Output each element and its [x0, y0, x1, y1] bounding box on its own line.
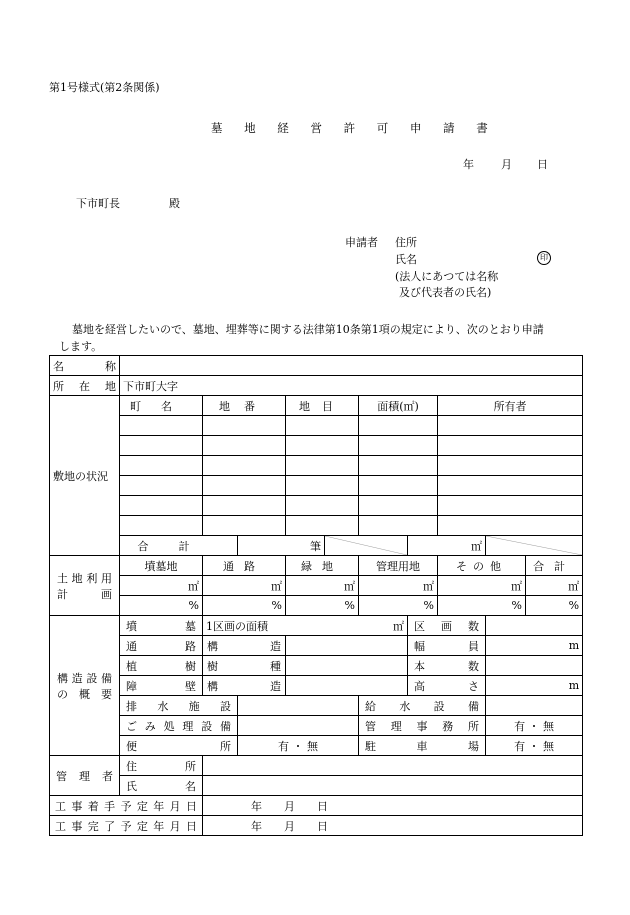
intro-line-1: 墓地を経営したいので、墓地、埋葬等に関する法律第10条第1項の規定により、次のとおり申請 [72, 323, 544, 336]
land-use-percent[interactable]: % [203, 596, 286, 616]
land-use-area[interactable]: ㎡ [438, 576, 526, 596]
site-header-lot: 地番 [203, 396, 286, 416]
name-label: 名称 [50, 356, 120, 376]
site-cell[interactable] [359, 496, 438, 516]
structure-office-label: 管理事務所 [359, 716, 486, 736]
site-cell[interactable] [286, 416, 359, 436]
site-total-area-unit: ㎡ [471, 539, 482, 553]
site-header-owner: 所有者 [438, 396, 583, 416]
plot-area-label: 1区画の面積 [206, 619, 268, 633]
site-total-unit: 筆 [310, 539, 321, 553]
land-use-area[interactable]: ㎡ [203, 576, 286, 596]
site-cell[interactable] [286, 436, 359, 456]
site-row [50, 456, 583, 476]
applicant-note-2: 及び代表者の氏名) [399, 286, 492, 299]
land-use-area[interactable]: ㎡ [120, 576, 203, 596]
site-row [50, 496, 583, 516]
applicant-label: 申請者 [345, 236, 378, 249]
structure-species-label: 樹種 [203, 656, 286, 676]
structure-plot-area[interactable] [203, 616, 408, 636]
location-label: 所在地 [50, 376, 120, 396]
site-cell[interactable] [438, 456, 583, 476]
structure-tomb: 墳墓 [120, 616, 203, 636]
site-cell[interactable] [286, 456, 359, 476]
land-use-area[interactable]: ㎡ [526, 576, 583, 596]
manager-address[interactable] [203, 756, 583, 776]
structure-plot-count[interactable] [486, 616, 583, 636]
start-year: 年 [251, 799, 262, 813]
structure-toilet-row [50, 736, 583, 756]
site-cell[interactable] [286, 516, 359, 536]
site-total-label: 合計 [120, 536, 238, 556]
site-cell[interactable] [203, 496, 286, 516]
site-total-row [50, 536, 583, 556]
site-cell[interactable] [359, 436, 438, 456]
end-date[interactable] [203, 816, 583, 836]
land-use-percent[interactable]: % [526, 596, 583, 616]
location-field[interactable]: 下市町大字 [120, 376, 583, 396]
structure-toilet-label: 便所 [120, 736, 238, 756]
location-row [50, 376, 583, 396]
applicant-note-1: (法人にあつては名称 [395, 270, 499, 283]
manager-label: 管理者 [50, 756, 120, 796]
structure-plot-count-label: 区画数 [408, 616, 486, 636]
site-cell[interactable] [120, 476, 203, 496]
structure-garbage-row [50, 716, 583, 736]
name-row [50, 356, 583, 376]
land-use-percent[interactable]: % [438, 596, 526, 616]
site-row [50, 476, 583, 496]
land-use-label: 土地利用 計画 [50, 556, 120, 616]
land-use-header-tomb: 墳墓地 [120, 556, 203, 576]
application-table [49, 355, 583, 836]
plot-area-unit: ㎡ [393, 619, 404, 633]
site-cell[interactable] [359, 416, 438, 436]
date-year: 年 [463, 158, 474, 171]
site-cell[interactable] [203, 516, 286, 536]
land-use-percent-row [50, 596, 583, 616]
site-cell[interactable] [203, 436, 286, 456]
name-field[interactable] [120, 356, 583, 376]
land-use-header-green: 緑地 [286, 556, 359, 576]
site-cell[interactable] [203, 456, 286, 476]
land-use-header-management: 管理用地 [359, 556, 438, 576]
site-header-row [50, 396, 583, 416]
structure-path-structure[interactable] [286, 636, 408, 656]
structure-path: 通路 [120, 636, 203, 656]
manager-address-row [50, 756, 583, 776]
site-total-area[interactable] [408, 536, 486, 556]
land-use-area[interactable]: ㎡ [359, 576, 438, 596]
site-cell[interactable] [359, 456, 438, 476]
structure-water[interactable] [486, 696, 583, 716]
site-cell[interactable] [438, 416, 583, 436]
date-month: 月 [501, 158, 512, 171]
applicant-address-label: 住所 [395, 236, 417, 249]
site-row [50, 436, 583, 456]
structure-parking-label: 駐車場 [359, 736, 486, 756]
site-cell[interactable] [120, 456, 203, 476]
structure-tree-count[interactable] [486, 656, 583, 676]
land-use-area-row [50, 576, 583, 596]
site-total-count[interactable] [238, 536, 325, 556]
form-number: 第1号様式(第2条関係) [49, 81, 160, 94]
start-date-row [50, 796, 583, 816]
seal-icon: 印 [537, 250, 551, 265]
manager-name-row [50, 776, 583, 796]
manager-name[interactable] [203, 776, 583, 796]
structure-parking-yes-no[interactable]: 有 ・ 無 [486, 736, 583, 756]
structure-planting: 植樹 [120, 656, 203, 676]
site-header-area: 面積(㎡) [359, 396, 438, 416]
site-cell[interactable] [438, 476, 583, 496]
land-use-header-total: 合計 [526, 556, 583, 576]
structure-wall-structure[interactable] [286, 676, 408, 696]
end-date-label: 工事完了予定年月日 [50, 816, 203, 836]
structure-width[interactable]: m [486, 636, 583, 656]
land-use-header-other: その他 [438, 556, 526, 576]
intro-line-2: します。 [59, 340, 103, 353]
site-cell[interactable] [120, 516, 203, 536]
site-header-town: 町名 [120, 396, 203, 416]
structure-toilet-yes-no[interactable]: 有 ・ 無 [238, 736, 359, 756]
site-cell[interactable] [120, 416, 203, 436]
end-year: 年 [251, 819, 262, 833]
site-cell[interactable] [438, 516, 583, 536]
structure-width-label: 幅員 [408, 636, 486, 656]
structure-tree-count-label: 本数 [408, 656, 486, 676]
site-cell[interactable] [203, 476, 286, 496]
site-cell[interactable] [438, 436, 583, 456]
land-use-percent[interactable]: % [286, 596, 359, 616]
manager-address-label: 住所 [120, 756, 203, 776]
structure-label: 構造設備 の概要 [50, 616, 120, 756]
site-cell[interactable] [120, 496, 203, 516]
structure-species[interactable] [286, 656, 408, 676]
site-cell[interactable] [120, 436, 203, 456]
end-day: 日 [317, 819, 328, 833]
structure-height[interactable]: m [486, 676, 583, 696]
land-use-percent[interactable]: % [120, 596, 203, 616]
land-use-header-row [50, 556, 583, 576]
applicant-name-label: 氏名 [395, 253, 417, 266]
site-cell[interactable] [203, 416, 286, 436]
site-total-category-diagonal [325, 536, 408, 556]
site-total-owner-diagonal [486, 536, 583, 556]
structure-height-label: 高さ [408, 676, 486, 696]
end-month: 月 [284, 819, 295, 833]
site-header-category: 地目 [286, 396, 359, 416]
structure-office-yes-no[interactable]: 有 ・ 無 [486, 716, 583, 736]
site-cell[interactable] [359, 516, 438, 536]
end-date-row [50, 816, 583, 836]
honorific: 殿 [169, 197, 180, 210]
structure-tomb-row [50, 616, 583, 636]
site-label: 敷地の状況 [50, 396, 120, 556]
start-date[interactable] [203, 796, 583, 816]
addressee: 下市町長 [76, 197, 120, 210]
structure-wall: 障壁 [120, 676, 203, 696]
site-row [50, 416, 583, 436]
date-day: 日 [537, 158, 548, 171]
site-cell[interactable] [286, 476, 359, 496]
structure-garbage[interactable] [238, 716, 359, 736]
start-month: 月 [284, 799, 295, 813]
land-use-area[interactable]: ㎡ [286, 576, 359, 596]
form-title: 墓 地 経 営 許 可 申 請 書 [211, 121, 497, 135]
start-day: 日 [317, 799, 328, 813]
site-cell[interactable] [438, 496, 583, 516]
structure-drainage-label: 排水施設 [120, 696, 238, 716]
structure-garbage-label: ごみ処理設備 [120, 716, 238, 736]
structure-planting-row [50, 656, 583, 676]
land-use-percent[interactable]: % [359, 596, 438, 616]
manager-name-label: 氏名 [120, 776, 203, 796]
structure-water-label: 給水設備 [359, 696, 486, 716]
site-row [50, 516, 583, 536]
structure-drainage[interactable] [238, 696, 359, 716]
land-use-header-path: 通路 [203, 556, 286, 576]
structure-drainage-row [50, 696, 583, 716]
structure-wall-row [50, 676, 583, 696]
structure-wall-structure-label: 構造 [203, 676, 286, 696]
structure-path-row [50, 636, 583, 656]
site-cell[interactable] [286, 496, 359, 516]
site-cell[interactable] [359, 476, 438, 496]
start-date-label: 工事着手予定年月日 [50, 796, 203, 816]
structure-path-structure-label: 構造 [203, 636, 286, 656]
